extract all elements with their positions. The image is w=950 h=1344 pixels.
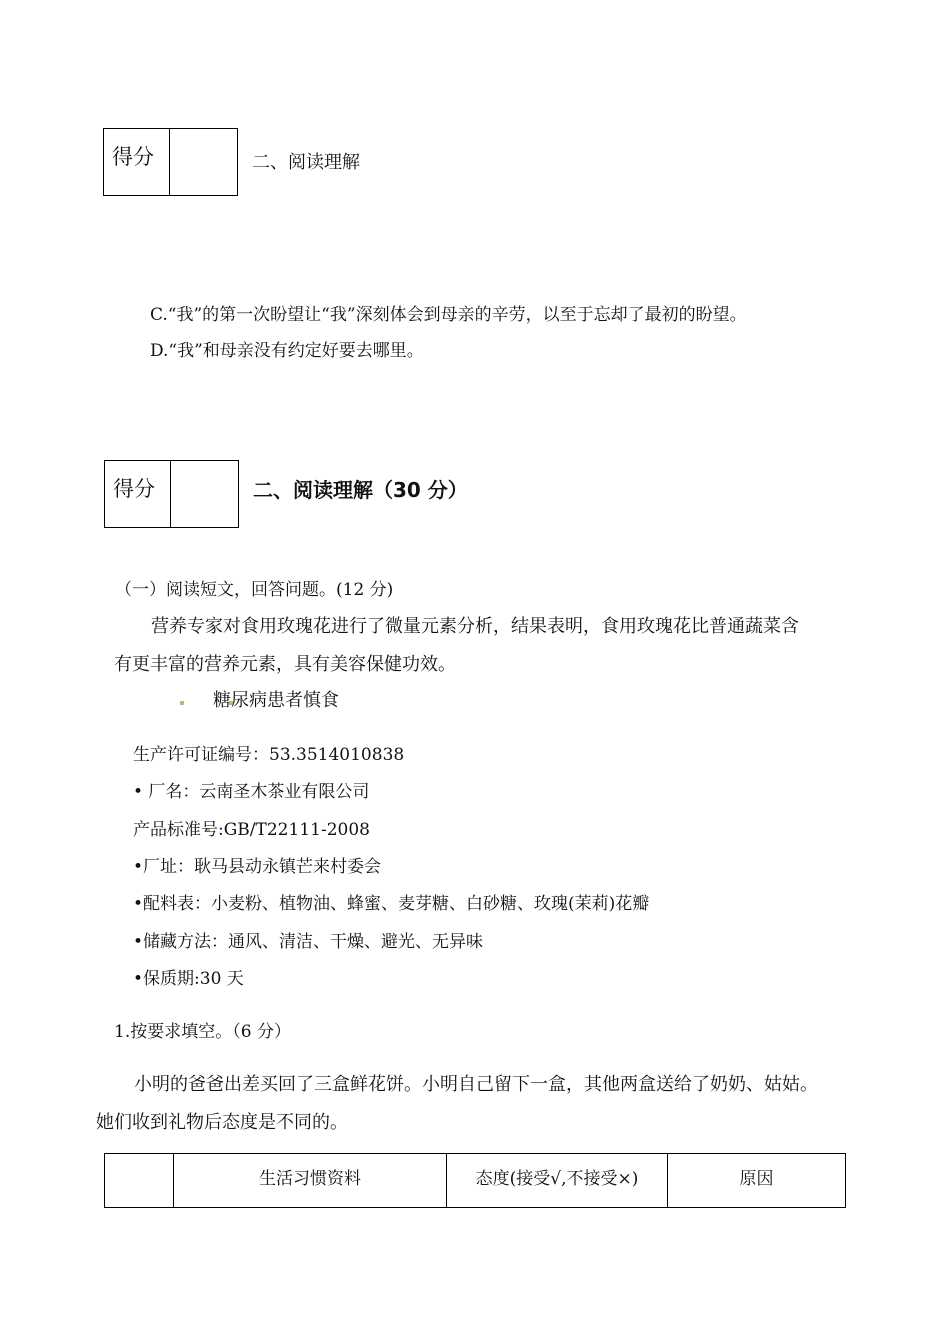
score-label: 得分: [104, 129, 170, 195]
table-header-attitude: 态度(接受√,不接受×): [447, 1154, 668, 1208]
question1-story-line1: 小明的爸爸出差买回了三盒鲜花饼。小明自己留下一盒，其他两盒送给了奶奶、姑姑。: [134, 1074, 818, 1095]
option-c: C.“我”的第一次盼望让“我”深刻体会到母亲的辛劳，以至于忘却了最初的盼望。: [150, 305, 747, 325]
part1-heading: （一）阅读短文，回答问题。(12 分): [115, 580, 394, 600]
option-d: D.“我”和母亲没有约定好要去哪里。: [150, 341, 424, 361]
table-header-habit: 生活习惯资料: [174, 1154, 447, 1208]
score-blank-cell[interactable]: [171, 461, 238, 527]
question1-title: 1.按要求填空。（6 分）: [114, 1022, 291, 1042]
product-license: 生产许可证编号：53.3514010838: [133, 745, 405, 765]
decorative-dot: [180, 701, 184, 705]
part1-paragraph-line2: 有更丰富的营养元素，具有美容保健功效。: [114, 654, 456, 675]
product-standard: 产品标准号:GB/T22111-2008: [133, 820, 370, 840]
product-storage: •储藏方法：通风、清洁、干燥、避光、无异味: [133, 932, 484, 952]
part1-paragraph-line1: 营养专家对食用玫瑰花进行了微量元素分析，结果表明，食用玫瑰花比普通蔬菜含: [151, 616, 799, 637]
section-b-title: 二、阅读理解（30 分）: [253, 478, 468, 502]
question1-story-line2: 她们收到礼物后态度是不同的。: [96, 1112, 348, 1133]
section-a-title: 二、阅读理解: [252, 152, 360, 173]
score-box-a: [103, 128, 238, 196]
table-header-reason: 原因: [668, 1154, 846, 1208]
habit-table: [104, 1153, 846, 1208]
product-shelf-life: •保质期:30 天: [133, 969, 244, 989]
table-cell-blank[interactable]: [105, 1154, 174, 1208]
product-address: •厂址：耿马县动永镇芒来村委会: [133, 857, 382, 877]
product-factory: • 厂名：云南圣木茶业有限公司: [133, 782, 370, 802]
score-label: 得分: [105, 461, 171, 527]
warning-text: 糖尿病患者慎食: [213, 690, 339, 711]
product-ingredients: •配料表：小麦粉、植物油、蜂蜜、麦芽糖、白砂糖、玫瑰(茉莉)花瓣: [133, 894, 650, 914]
score-box-b: [104, 460, 239, 528]
score-blank-cell[interactable]: [170, 129, 237, 195]
table-header-row: [105, 1154, 846, 1208]
